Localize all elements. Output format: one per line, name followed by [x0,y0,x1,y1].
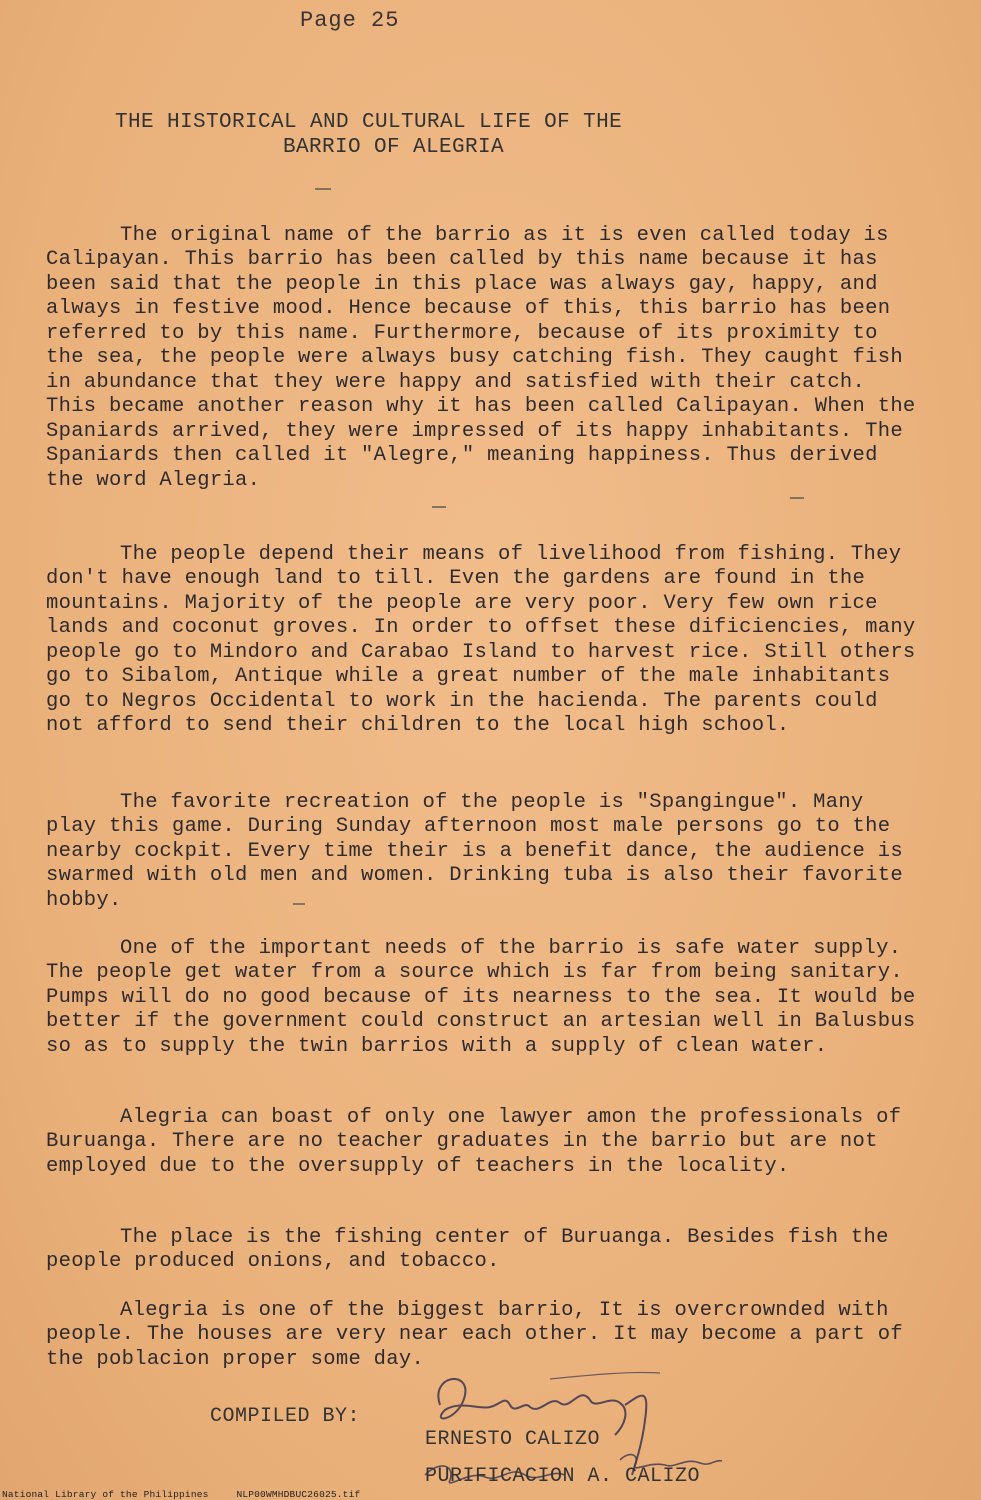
paragraph-professionals: Alegria can boast of only one lawyer amon the professionals of Buruanga. There are no teacher graduates in the barrio but are not employed due to the oversupply of teachers in the locality. [46,1105,902,1178]
compiled-by-label: COMPILED BY: [210,1405,361,1428]
compiler-name-1: ERNESTO CALIZO [425,1428,601,1451]
paragraph-population: Alegria is one of the biggest barrio, It is overcrownded with people. The houses are very near each other. It may become a part of the poblacion proper some day. [46,1298,903,1371]
paragraph-name-origin: The original name of the barrio as it is even called today is Calipayan. This barrio has been called by this name because it has been said that the people in this place was always gay, happy, and always in festive mood. Hence because of this, this barrio has been referred to by this name. Furthermore, because of its proximity to the sea, the people were always busy catching fish. They caught fish in abundance that they were happy and satisfied with their catch. This became another reason why it has been called Calipayan. When the Spaniards arrived, they were impressed of its happy inhabitants. The Spaniards then called it "Alegre," meaning happiness. Thus derived the word Alegria. [46,223,916,492]
title-line-1: THE HISTORICAL AND CULTURAL LIFE OF THE [115,111,623,134]
paragraph-water-supply: One of the important needs of the barrio is safe water supply. The people get water from a source which is far from being sanitary. Pumps will do no good because of its nearness to the sea. It would be better if the government could construct an artesian well in Balusbus so as to supply the twin barrios with a supply of clean water. [46,936,916,1058]
ink-mark [790,497,804,499]
document-title [115,110,622,160]
paragraph-livelihood: The people depend their means of livelihood from fishing. They don't have enough land to till. Even the gardens are found in the mountains. Majority of the people are very poor. Very few own rice lands and coconut groves. In order to offset these dificiencies, many people go to Mindoro and Carabao Island to harvest rice. Still others go to Sibalom, Antique while a great number of the male inhabitants go to Negros Occidental to work in the hacienda. The parents could not afford to send their children to the local high school. [46,542,916,737]
footer-file: NLP00WMHDBUC26025.tif [236,1489,361,1500]
paragraph-fishing-center: The place is the fishing center of Buruanga. Besides fish the people produced onions, and tobacco. [46,1225,889,1273]
footer-library: National Library of the Philippines [2,1489,209,1500]
compiler-name-2: PURIFICACION A. CALIZO [425,1465,701,1488]
ink-mark [432,506,446,508]
scan-footer [2,1489,382,1500]
title-line-2: BARRIO OF ALEGRIA [283,136,505,159]
paragraph-recreation: The favorite recreation of the people is "Spangingue". Many play this game. During Sunday afternoon most male persons go to the nearby cockpit. Every time their is a benefit dance, the audience is swarmed with old men and women. Drinking tuba is also their favorite hobby. [46,790,903,912]
page-number: Page 25 [300,8,400,33]
ink-mark [315,188,331,190]
